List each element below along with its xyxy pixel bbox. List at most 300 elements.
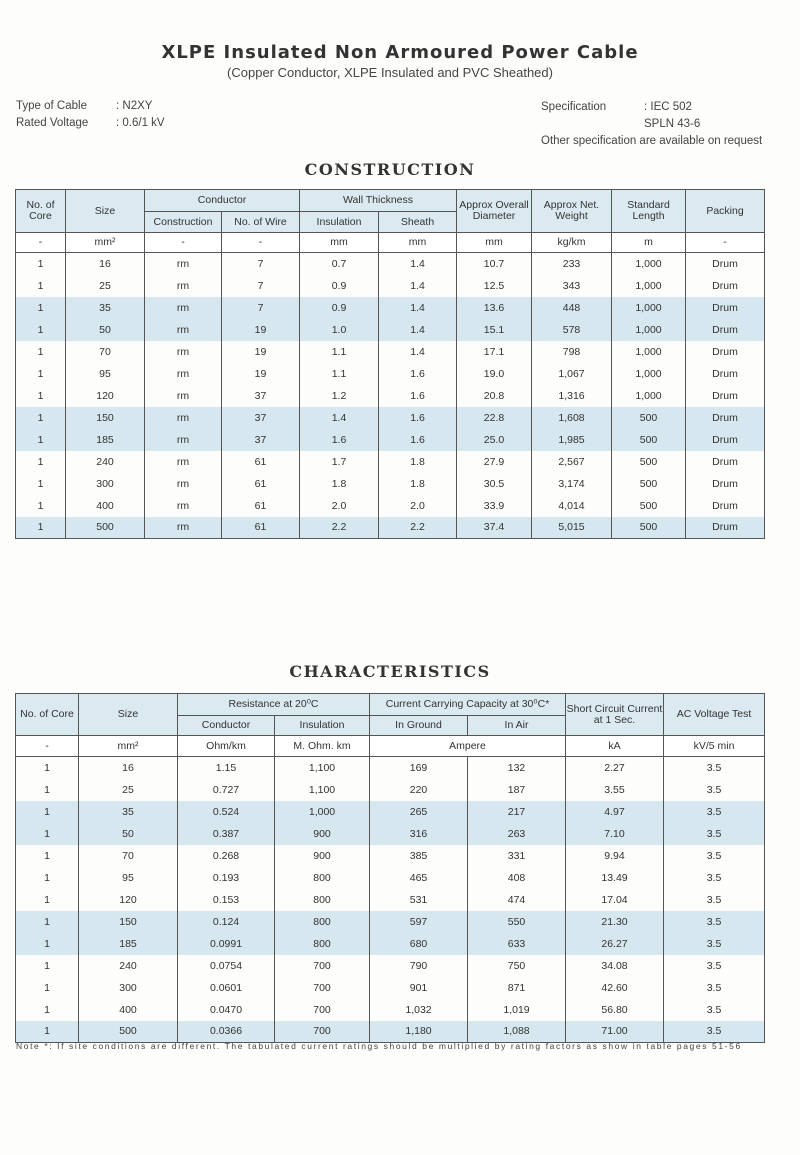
table-cell: 0.0601 [178, 977, 275, 999]
table-cell: 1.6 [379, 429, 457, 451]
unit-cell: kV/5 min [664, 736, 765, 757]
table-cell: 900 [275, 845, 370, 867]
table-row [16, 385, 765, 407]
table-cell: Drum [686, 275, 765, 297]
table-cell: 0.124 [178, 911, 275, 933]
table-cell: 1 [16, 911, 79, 933]
table-cell: 1,985 [532, 429, 612, 451]
table-cell: 37 [222, 385, 300, 407]
table-cell: 3.5 [664, 867, 765, 889]
table-cell: rm [145, 451, 222, 473]
table-cell: rm [145, 297, 222, 319]
table-cell: 385 [370, 845, 468, 867]
header-resistance: Resistance at 20⁰C [178, 694, 370, 716]
specification-info [541, 99, 762, 150]
document-subtitle: (Copper Conductor, XLPE Insulated and PVC Sheathed) [227, 65, 553, 80]
header-net-weight: Approx Net. Weight [532, 190, 612, 233]
table-cell: 240 [79, 955, 178, 977]
table-cell: 19 [222, 341, 300, 363]
table-cell: rm [145, 473, 222, 495]
table-cell: 1 [16, 867, 79, 889]
table-cell: 17.1 [457, 341, 532, 363]
table-cell: 25 [79, 779, 178, 801]
table-cell: 70 [79, 845, 178, 867]
table-cell: 500 [612, 407, 686, 429]
table-cell: rm [145, 495, 222, 517]
table-row [16, 363, 765, 385]
table-cell: Drum [686, 297, 765, 319]
table-cell: 233 [532, 253, 612, 275]
unit-cell: Ampere [370, 736, 566, 757]
table-cell: 265 [370, 801, 468, 823]
spec-value: : N2XY [116, 100, 153, 112]
table-cell: 1,032 [370, 999, 468, 1021]
table-row [16, 473, 765, 495]
table-cell: 132 [468, 757, 566, 779]
table-cell: 35 [66, 297, 145, 319]
table-cell: 500 [612, 473, 686, 495]
specification-value: SPLN 43-6 [644, 118, 701, 130]
table-cell: 25.0 [457, 429, 532, 451]
table-cell: 1.6 [379, 385, 457, 407]
table-cell: 5,015 [532, 517, 612, 539]
table-cell: 400 [79, 999, 178, 1021]
table-cell: 4,014 [532, 495, 612, 517]
table-cell: 531 [370, 889, 468, 911]
table-row [16, 999, 765, 1021]
table-row [16, 823, 765, 845]
table-cell: 1 [16, 341, 66, 363]
table-cell: 1 [16, 473, 66, 495]
table-cell: 1 [16, 823, 79, 845]
construction-table [15, 189, 765, 539]
table-cell: Drum [686, 451, 765, 473]
table-cell: 1.1 [300, 341, 379, 363]
table-cell: 1,180 [370, 1021, 468, 1043]
table-row [16, 757, 765, 779]
table-cell: 750 [468, 955, 566, 977]
table-cell: 1,000 [275, 801, 370, 823]
table-cell: 1.4 [379, 297, 457, 319]
table-cell: 3.5 [664, 757, 765, 779]
table-row [16, 801, 765, 823]
table-cell: 4.97 [566, 801, 664, 823]
characteristics-heading: CHARACTERISTICS [289, 662, 491, 681]
unit-cell: mm [300, 233, 379, 253]
header-insulation: Insulation [300, 212, 379, 233]
table-cell: 900 [275, 823, 370, 845]
header-conductor: Conductor [145, 190, 300, 212]
table-cell: 13.49 [566, 867, 664, 889]
header-no-core: No. of Core [16, 190, 66, 233]
table-cell: 3.5 [664, 1021, 765, 1043]
table-cell: 500 [612, 429, 686, 451]
table-cell: 578 [532, 319, 612, 341]
unit-cell: kA [566, 736, 664, 757]
table-cell: 1,000 [612, 363, 686, 385]
header-size: Size [79, 694, 178, 736]
characteristics-rows [16, 757, 765, 1043]
unit-cell: - [16, 233, 66, 253]
table-cell: 1.8 [379, 451, 457, 473]
table-cell: 1 [16, 451, 66, 473]
table-cell: 10.7 [457, 253, 532, 275]
header-no-wire: No. of Wire [222, 212, 300, 233]
table-cell: 1.7 [300, 451, 379, 473]
header-construction: Construction [145, 212, 222, 233]
spec-row [16, 98, 165, 115]
table-cell: rm [145, 363, 222, 385]
table-cell: 1 [16, 999, 79, 1021]
table-cell: 1,067 [532, 363, 612, 385]
table-cell: 61 [222, 451, 300, 473]
table-row [16, 341, 765, 363]
table-cell: 42.60 [566, 977, 664, 999]
table-cell: 9.94 [566, 845, 664, 867]
table-cell: 150 [66, 407, 145, 429]
table-cell: Drum [686, 517, 765, 539]
table-row [16, 517, 765, 539]
table-cell: 7 [222, 253, 300, 275]
table-cell: 19 [222, 319, 300, 341]
table-cell: 1.4 [379, 253, 457, 275]
table-cell: 1.6 [300, 429, 379, 451]
table-cell: 3.5 [664, 889, 765, 911]
table-row [16, 779, 765, 801]
table-cell: rm [145, 341, 222, 363]
table-cell: 0.153 [178, 889, 275, 911]
table-cell: 13.6 [457, 297, 532, 319]
table-row [16, 845, 765, 867]
table-cell: 21.30 [566, 911, 664, 933]
table-cell: 20.8 [457, 385, 532, 407]
table-cell: 2.27 [566, 757, 664, 779]
table-cell: Drum [686, 385, 765, 407]
table-cell: 1 [16, 253, 66, 275]
table-cell: Drum [686, 407, 765, 429]
table-cell: 3.5 [664, 977, 765, 999]
footnote: Note *: If site conditions are different. The tabulated current ratings should be multiplied by rating factors as show in table pages 51-56 [16, 1041, 742, 1051]
table-cell: 26.27 [566, 933, 664, 955]
table-cell: 3,174 [532, 473, 612, 495]
table-cell: 1.8 [379, 473, 457, 495]
table-cell: 0.7 [300, 253, 379, 275]
table-cell: 1,000 [612, 385, 686, 407]
table-cell: 1 [16, 757, 79, 779]
table-cell: Drum [686, 341, 765, 363]
characteristics-table [15, 693, 765, 1043]
table-cell: 1.6 [379, 363, 457, 385]
table-cell: 25 [66, 275, 145, 297]
spec-row [16, 115, 165, 132]
table-row [16, 933, 765, 955]
table-cell: 800 [275, 867, 370, 889]
table-cell: 2,567 [532, 451, 612, 473]
table-cell: 220 [370, 779, 468, 801]
spec-value: : 0.6/1 kV [116, 117, 165, 129]
table-cell: 474 [468, 889, 566, 911]
table-cell: 901 [370, 977, 468, 999]
table-cell: 19.0 [457, 363, 532, 385]
table-cell: 500 [612, 495, 686, 517]
unit-cell: - [16, 736, 79, 757]
table-cell: 61 [222, 473, 300, 495]
header-short-circuit: Short Circuit Current at 1 Sec. [566, 694, 664, 736]
table-cell: 0.268 [178, 845, 275, 867]
table-cell: 408 [468, 867, 566, 889]
table-cell: 0.9 [300, 275, 379, 297]
table-cell: 37 [222, 429, 300, 451]
table-cell: 19 [222, 363, 300, 385]
table-cell: 217 [468, 801, 566, 823]
table-cell: 300 [79, 977, 178, 999]
table-cell: 17.04 [566, 889, 664, 911]
table-cell: 1 [16, 933, 79, 955]
table-cell: 1.2 [300, 385, 379, 407]
table-cell: 331 [468, 845, 566, 867]
table-cell: 1.4 [379, 319, 457, 341]
table-row [16, 867, 765, 889]
table-cell: Drum [686, 429, 765, 451]
header-no-core: No. of Core [16, 694, 79, 736]
header-overall-diameter: Approx Overall Diameter [457, 190, 532, 233]
table-cell: 71.00 [566, 1021, 664, 1043]
table-cell: 1 [16, 889, 79, 911]
table-cell: 70 [66, 341, 145, 363]
unit-cell: - [686, 233, 765, 253]
table-cell: 1.0 [300, 319, 379, 341]
table-cell: 37 [222, 407, 300, 429]
table-cell: 185 [79, 933, 178, 955]
table-row [16, 911, 765, 933]
table-cell: 16 [66, 253, 145, 275]
table-cell: 3.5 [664, 933, 765, 955]
table-cell: 400 [66, 495, 145, 517]
table-cell: 95 [79, 867, 178, 889]
table-cell: 1.6 [379, 407, 457, 429]
table-cell: 500 [612, 517, 686, 539]
table-cell: 27.9 [457, 451, 532, 473]
table-cell: 1,000 [612, 253, 686, 275]
table-cell: 1 [16, 955, 79, 977]
unit-cell: m [612, 233, 686, 253]
table-cell: Drum [686, 319, 765, 341]
table-cell: Drum [686, 495, 765, 517]
table-cell: rm [145, 253, 222, 275]
table-cell: 3.5 [664, 779, 765, 801]
table-cell: 300 [66, 473, 145, 495]
table-cell: 16 [79, 757, 178, 779]
table-cell: 597 [370, 911, 468, 933]
table-cell: 187 [468, 779, 566, 801]
table-cell: 680 [370, 933, 468, 955]
table-cell: 633 [468, 933, 566, 955]
table-cell: 7 [222, 297, 300, 319]
table-cell: 3.55 [566, 779, 664, 801]
table-cell: 1,000 [612, 341, 686, 363]
table-row [16, 889, 765, 911]
table-cell: 800 [275, 933, 370, 955]
spec-label: Type of Cable [16, 100, 87, 112]
table-cell: 169 [370, 757, 468, 779]
table-cell: 263 [468, 823, 566, 845]
table-cell: 35 [79, 801, 178, 823]
specification-value: : IEC 502 [644, 101, 692, 113]
table-cell: rm [145, 429, 222, 451]
table-cell: 500 [79, 1021, 178, 1043]
table-cell: 0.524 [178, 801, 275, 823]
table-cell: 3.5 [664, 823, 765, 845]
table-row [16, 407, 765, 429]
table-cell: 2.2 [300, 517, 379, 539]
table-cell: 1 [16, 385, 66, 407]
table-cell: 22.8 [457, 407, 532, 429]
table-cell: 3.5 [664, 845, 765, 867]
table-cell: Drum [686, 473, 765, 495]
table-cell: 2.0 [379, 495, 457, 517]
table-cell: 1 [16, 275, 66, 297]
table-row [16, 429, 765, 451]
table-row [16, 253, 765, 275]
table-cell: 700 [275, 1021, 370, 1043]
table-cell: 33.9 [457, 495, 532, 517]
table-cell: 1,316 [532, 385, 612, 407]
table-cell: 1.15 [178, 757, 275, 779]
table-cell: 95 [66, 363, 145, 385]
unit-cell: mm [457, 233, 532, 253]
table-cell: 1 [16, 977, 79, 999]
unit-cell: mm² [66, 233, 145, 253]
table-cell: 800 [275, 889, 370, 911]
table-cell: 800 [275, 911, 370, 933]
table-cell: 2.0 [300, 495, 379, 517]
table-row [16, 977, 765, 999]
table-cell: 500 [66, 517, 145, 539]
header-current-capacity: Current Carrying Capacity at 30⁰C* [370, 694, 566, 716]
table-cell: 1.8 [300, 473, 379, 495]
unit-cell: mm² [79, 736, 178, 757]
table-cell: 1.4 [379, 275, 457, 297]
table-row [16, 319, 765, 341]
table-cell: 61 [222, 495, 300, 517]
table-row [16, 955, 765, 977]
cable-type-spec [16, 98, 165, 132]
header-in-ground: In Ground [370, 716, 468, 736]
header-sheath: Sheath [379, 212, 457, 233]
header-ac-voltage-test: AC Voltage Test [664, 694, 765, 736]
table-cell: Drum [686, 363, 765, 385]
table-cell: 871 [468, 977, 566, 999]
header-wall-thickness: Wall Thickness [300, 190, 457, 212]
table-cell: 56.80 [566, 999, 664, 1021]
unit-cell: Ohm/km [178, 736, 275, 757]
table-cell: 448 [532, 297, 612, 319]
table-cell: 1,000 [612, 319, 686, 341]
header-size: Size [66, 190, 145, 233]
table-cell: 120 [79, 889, 178, 911]
table-cell: 0.193 [178, 867, 275, 889]
table-cell: 1,100 [275, 779, 370, 801]
table-cell: 1 [16, 429, 66, 451]
table-cell: 1,100 [275, 757, 370, 779]
table-cell: 15.1 [457, 319, 532, 341]
table-cell: 3.5 [664, 911, 765, 933]
unit-cell: - [222, 233, 300, 253]
table-cell: 12.5 [457, 275, 532, 297]
table-cell: 50 [79, 823, 178, 845]
table-cell: 34.08 [566, 955, 664, 977]
table-cell: 1 [16, 363, 66, 385]
header-standard-length: Standard Length [612, 190, 686, 233]
table-cell: 1,000 [612, 297, 686, 319]
table-cell: 240 [66, 451, 145, 473]
table-row [16, 451, 765, 473]
table-cell: 500 [612, 451, 686, 473]
table-cell: 1 [16, 779, 79, 801]
table-cell: 0.0991 [178, 933, 275, 955]
header-insulation-resistance: Insulation [275, 716, 370, 736]
table-cell: 0.727 [178, 779, 275, 801]
document-title: XLPE Insulated Non Armoured Power Cable [161, 42, 639, 63]
table-cell: 343 [532, 275, 612, 297]
table-cell: 1,608 [532, 407, 612, 429]
table-cell: 0.387 [178, 823, 275, 845]
table-cell: 1 [16, 495, 66, 517]
table-cell: 1,088 [468, 1021, 566, 1043]
table-cell: 30.5 [457, 473, 532, 495]
table-cell: 0.0754 [178, 955, 275, 977]
table-cell: rm [145, 385, 222, 407]
unit-cell: kg/km [532, 233, 612, 253]
table-cell: 1,000 [612, 275, 686, 297]
table-cell: 61 [222, 517, 300, 539]
construction-rows [16, 253, 765, 539]
table-cell: rm [145, 275, 222, 297]
table-cell: 700 [275, 977, 370, 999]
table-cell: 0.9 [300, 297, 379, 319]
unit-cell: mm [379, 233, 457, 253]
table-cell: 185 [66, 429, 145, 451]
table-cell: rm [145, 407, 222, 429]
table-cell: rm [145, 517, 222, 539]
table-cell: 1.4 [379, 341, 457, 363]
table-cell: 150 [79, 911, 178, 933]
table-cell: 1,019 [468, 999, 566, 1021]
table-cell: 7.10 [566, 823, 664, 845]
table-cell: 3.5 [664, 955, 765, 977]
table-cell: 50 [66, 319, 145, 341]
construction-heading: CONSTRUCTION [304, 160, 476, 179]
header-in-air: In Air [468, 716, 566, 736]
table-cell: 700 [275, 955, 370, 977]
table-cell: 1 [16, 517, 66, 539]
table-cell: 0.0366 [178, 1021, 275, 1043]
table-cell: 798 [532, 341, 612, 363]
table-cell: 465 [370, 867, 468, 889]
header-packing: Packing [686, 190, 765, 233]
table-cell: 3.5 [664, 999, 765, 1021]
table-cell: 1 [16, 297, 66, 319]
table-cell: 1.1 [300, 363, 379, 385]
spec-label: Rated Voltage [16, 117, 89, 129]
header-conductor-resistance: Conductor [178, 716, 275, 736]
table-cell: 1 [16, 407, 66, 429]
table-cell: 1.4 [300, 407, 379, 429]
table-cell: 700 [275, 999, 370, 1021]
table-cell: Drum [686, 253, 765, 275]
table-cell: 1 [16, 319, 66, 341]
table-cell: 550 [468, 911, 566, 933]
